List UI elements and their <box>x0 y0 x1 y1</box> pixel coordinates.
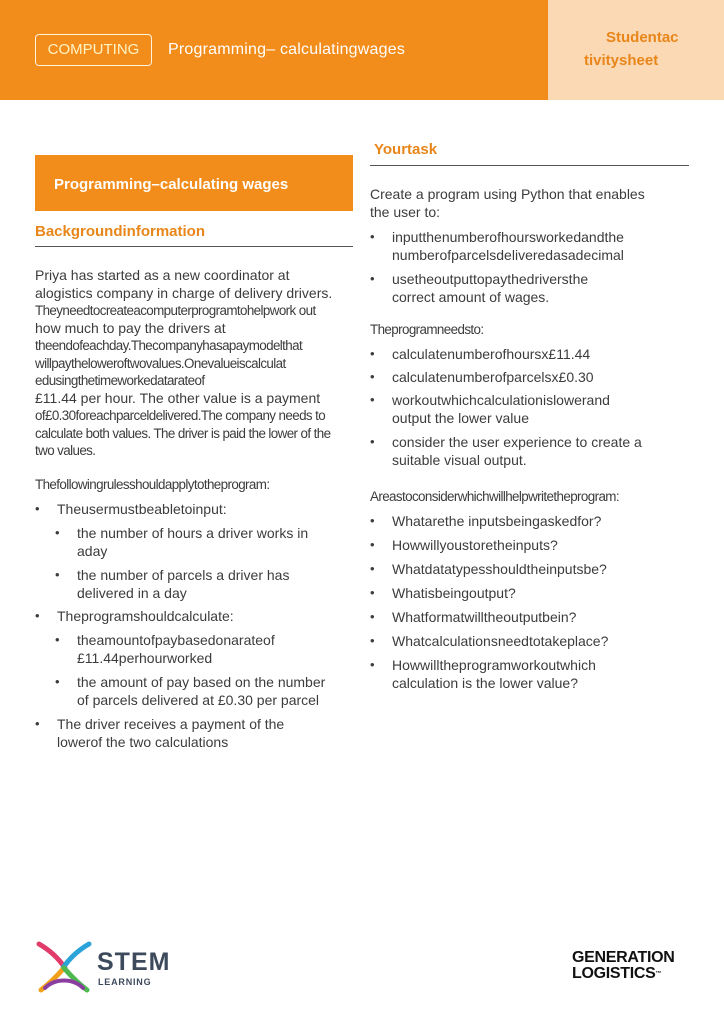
stem-learning-logo <box>35 938 175 994</box>
areas-intro <box>370 488 690 506</box>
list-item <box>370 632 690 650</box>
task-intro-line: the user to: <box>370 203 441 220</box>
list-item-text: £11.44perhourworked <box>77 650 213 666</box>
list-item-text: • calculatenumberofhoursx£11.44 <box>392 346 591 362</box>
needs-list <box>370 345 690 469</box>
list-item-text: • theamountofpaybasedonarateof <box>77 632 275 648</box>
list-item <box>370 270 690 306</box>
intro-line: Theyneedtocreateacomputerprogramtohelpwork out <box>35 303 316 318</box>
intro-line: alogistics company in charge of delivery drivers. <box>35 284 333 301</box>
list-item-text: • Whatdatatypesshouldtheinputsbe? <box>392 561 607 577</box>
gl-logo-line1: GENERATION <box>572 949 675 966</box>
task-intro-line: Create a program using Python that enables <box>370 186 645 202</box>
list-item-text: • workoutwhichcalculationislowerand <box>392 392 610 408</box>
stem-logo-text: STEM <box>97 948 171 976</box>
gl-logo-tm: ™ <box>655 971 662 977</box>
task-list <box>370 228 690 306</box>
sheet-type-line1: Studentac <box>606 29 679 46</box>
list-item-text: • the number of parcels a driver has <box>77 567 290 583</box>
task-intro <box>370 186 690 221</box>
list-item-text: • Whatcalculationsneedtotakeplace? <box>392 633 609 649</box>
list-item <box>370 368 690 386</box>
background-divider <box>35 246 353 247</box>
background-heading: Backgroundinformation <box>35 223 206 240</box>
intro-line: Priya has started as a new coordinator at <box>35 267 290 283</box>
needs-intro <box>370 321 690 339</box>
list-item-text: • Howwillyoustoretheinputs? <box>392 537 558 553</box>
list-item <box>35 500 355 518</box>
rules-list <box>35 715 355 751</box>
subject-badge: COMPUTING <box>35 34 152 66</box>
list-item-text: • Whatarethe inputsbeingaskedfor? <box>392 513 602 529</box>
generation-logistics-logo <box>572 950 692 982</box>
list-item-text: suitable visual output. <box>392 452 527 468</box>
list-item-text: of parcels delivered at £0.30 per parcel <box>77 692 320 708</box>
list-item <box>35 715 355 751</box>
worksheet-title-box <box>35 155 353 211</box>
list-item-text: • Whatisbeingoutput? <box>392 585 516 601</box>
stem-logo-subtext: LEARNING <box>98 977 152 987</box>
rules-list <box>35 607 355 625</box>
list-item <box>370 512 690 530</box>
list-item <box>370 656 690 692</box>
stem-logo-mark-icon <box>35 938 93 994</box>
task-heading: Yourtask <box>374 141 438 158</box>
list-item <box>370 608 690 626</box>
list-item-text: • the number of hours a driver works in <box>77 525 309 541</box>
background-paragraph <box>35 267 355 460</box>
areas-intro-text: Areastoconsiderwhichwillhelpwritetheprogram: <box>370 489 619 504</box>
areas-list <box>370 512 690 692</box>
sheet-type-label <box>584 26 704 72</box>
intro-line: two values. <box>35 443 96 458</box>
task-divider <box>370 165 689 166</box>
list-item-text: • usetheoutputtopaythedriversthe <box>392 271 589 287</box>
intro-line: of£0.30foreachparceldelivered.The company needs to <box>35 408 326 423</box>
intro-line: £11.44 per hour. The other value is a payment <box>35 389 321 406</box>
list-item <box>370 391 690 427</box>
list-item-text: Theprogramshouldcalculate: <box>57 608 234 624</box>
intro-line: edusingthetimeworkedatarateof <box>35 373 205 388</box>
list-item-text: • Whatformatwilltheoutputbein? <box>392 609 577 625</box>
list-item-text: numberofparcelsdeliveredasadecimal <box>392 247 624 263</box>
header-title: Programming– calculatingwages <box>168 41 406 58</box>
list-item <box>370 560 690 578</box>
list-item-text: • inputthenumberofhoursworkedandthe <box>392 229 624 245</box>
list-item-text: • Howwilltheprogramworkoutwhich <box>392 657 596 673</box>
intro-line: calculate both values. The driver is paid the lower of the <box>35 425 331 441</box>
list-item <box>35 607 355 625</box>
rules-sublist <box>55 524 355 602</box>
list-item-text: aday <box>77 543 108 559</box>
rules-list <box>35 500 355 518</box>
list-item-text: • calculatenumberofparcelsx£0.30 <box>392 369 594 385</box>
worksheet-title: Programming–calculating wages <box>54 176 289 193</box>
list-item <box>55 566 355 602</box>
intro-line: how much to pay the drivers at <box>35 319 226 336</box>
list-item <box>370 433 690 469</box>
list-item <box>370 228 690 264</box>
list-item-text: • the amount of pay based on the number <box>77 674 326 690</box>
needs-intro-text: Theprogramneedsto: <box>370 322 484 337</box>
list-item-text: output the lower value <box>392 410 529 426</box>
list-item-text: • consider the user experience to create a <box>392 434 642 450</box>
gl-logo-line2: LOGISTICS <box>572 965 656 982</box>
list-item-text: calculation is the lower value? <box>392 675 578 691</box>
list-item-text: lowerof the two calculations <box>57 734 229 750</box>
list-item <box>370 584 690 602</box>
list-item <box>55 631 355 667</box>
list-item <box>370 536 690 554</box>
sheet-type-line2: tivitysheet <box>584 52 659 69</box>
intro-line: willpaythelowerоftwovalues.Onevalueiscalculat <box>35 355 286 371</box>
rules-intro <box>35 476 355 494</box>
list-item-text: Theusermustbeabletoinput: <box>57 501 227 517</box>
list-item <box>55 673 355 709</box>
intro-line: theendofeachday.Thecompanyhasapaymodelthat <box>35 338 303 353</box>
rules-intro-text: Thefollowingrulesshouldapplytotheprogram: <box>35 477 270 492</box>
header-bar <box>0 0 548 100</box>
list-item <box>370 345 690 363</box>
list-item-text: correct amount of wages. <box>392 289 550 305</box>
rules-sublist <box>55 631 355 709</box>
list-item-text: • The driver receives a payment of the <box>57 716 285 732</box>
list-item <box>55 524 355 560</box>
list-item-text: delivered in a day <box>77 585 187 601</box>
